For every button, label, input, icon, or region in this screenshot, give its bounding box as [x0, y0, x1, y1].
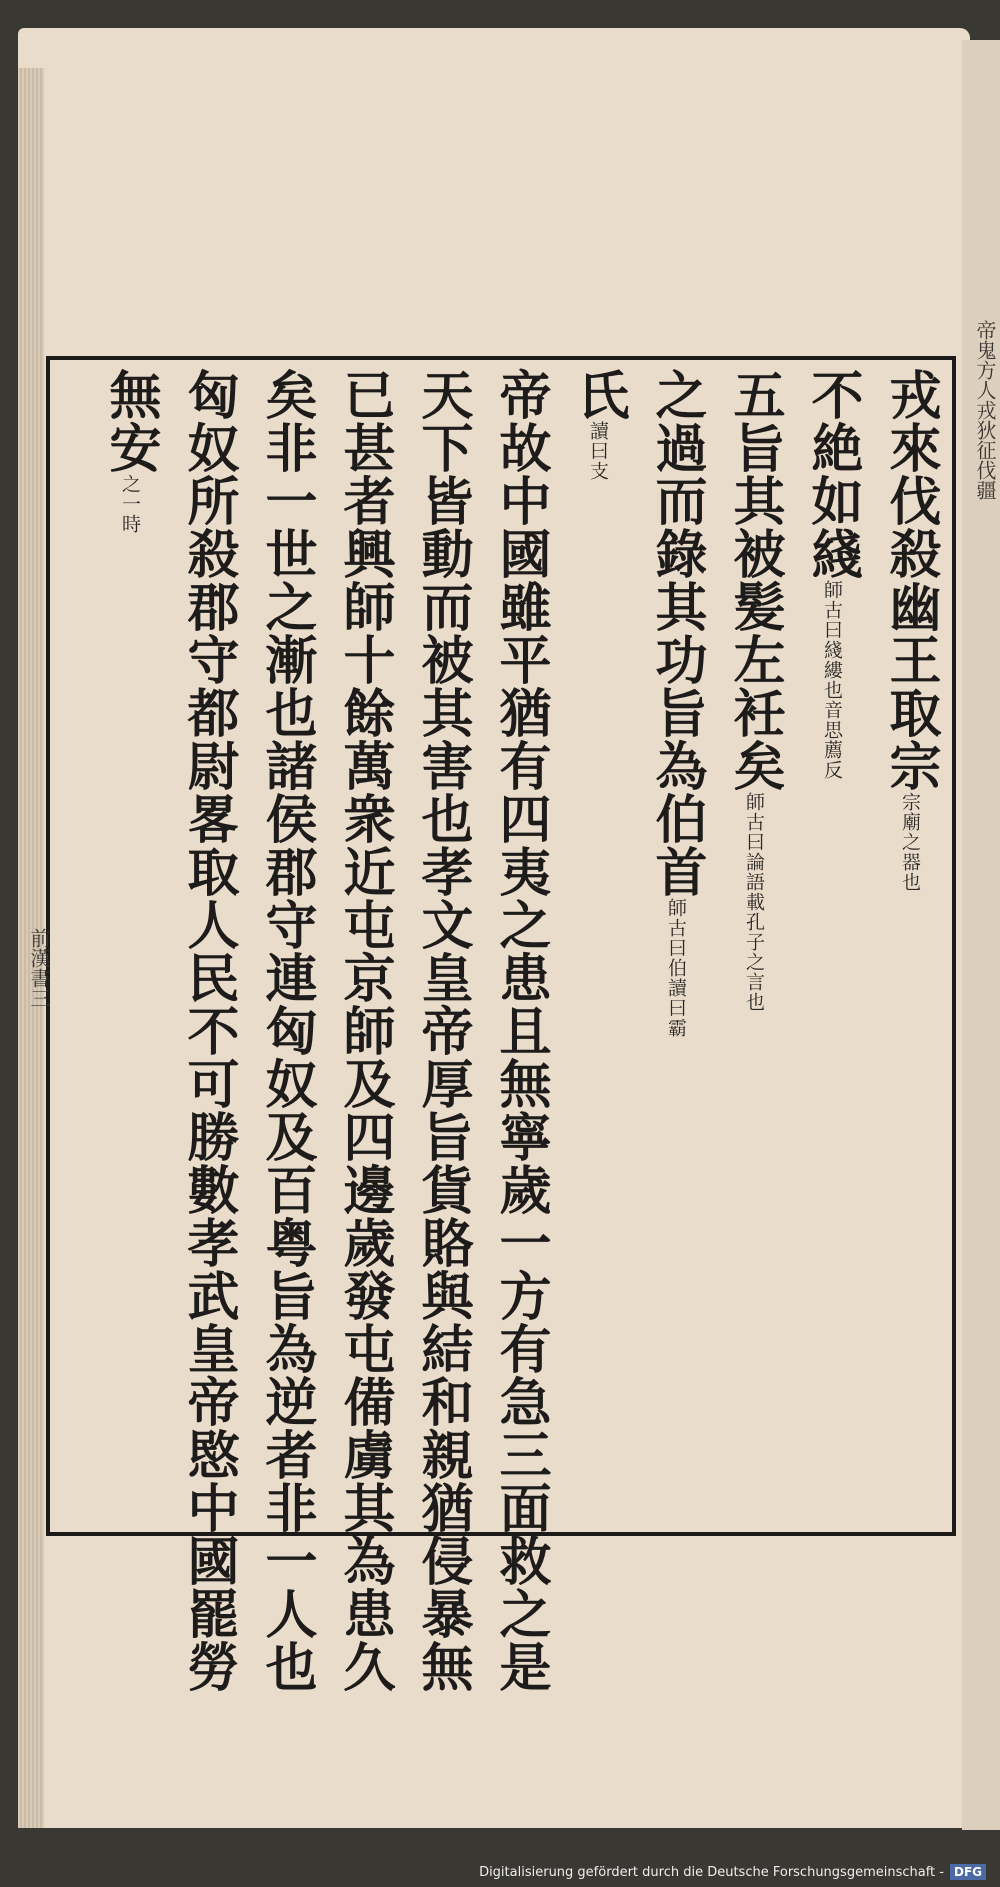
text-column-7 — [412, 368, 473, 1693]
column-note: 讀曰支 — [587, 421, 609, 481]
column-text: 之過而錄其功旨為伯首 — [646, 368, 707, 898]
column-note: 師古曰綫縷也音思薦反 — [821, 580, 843, 780]
footer-credit: Digitalisierung gefördert durch die Deutsche Forschungsgemeinschaft - — [479, 1864, 944, 1880]
leaf-number: 三 — [27, 988, 51, 1008]
next-page-edge — [962, 40, 1000, 1830]
text-column-2 — [802, 368, 863, 1528]
column-text: 匈奴所殺郡守都尉畧取人民不可勝數孝武皇帝愍中國罷勞 — [178, 368, 239, 1693]
book-page — [18, 28, 970, 1828]
next-page-text: 帝鬼方人戎狄征伐疆 — [973, 320, 997, 500]
column-text: 已甚者興師十餘萬衆近屯京師及四邊歲發屯備虜其為患久 — [334, 368, 395, 1693]
column-note: 師古曰論語載孔子之言也 — [743, 792, 765, 1012]
text-column-1 — [880, 368, 941, 1528]
column-text: 五旨其被髪左衽矣 — [724, 368, 785, 792]
column-note: 之一時 — [119, 474, 141, 534]
digitization-footer — [0, 1857, 1000, 1887]
column-text: 帝故中國雖平猶有四夷之患且無寧歲一方有急三面救之是 — [490, 368, 551, 1693]
column-text: 無安 — [100, 368, 161, 474]
column-note: 宗廟之器也 — [899, 792, 921, 892]
column-text: 氏 — [568, 368, 629, 421]
text-column-6 — [490, 368, 551, 1693]
edge-title: 前漢書 — [27, 928, 51, 988]
dfg-logo: DFG — [950, 1864, 986, 1880]
column-text: 戎來伐殺幽王取宗 — [880, 368, 941, 792]
column-note: 師古曰伯讀曰霸 — [665, 898, 687, 1038]
text-column-5 — [568, 368, 629, 1528]
column-text: 矣非一世之漸也諸侯郡守連匈奴及百粤旨為逆者非一人也 — [256, 368, 317, 1693]
text-column-4 — [646, 368, 707, 1528]
text-column-10 — [178, 368, 239, 1693]
column-text: 不絶如綫 — [802, 368, 863, 580]
text-column-3 — [724, 368, 785, 1528]
text-column-11 — [100, 368, 161, 1528]
leaf-marker — [27, 928, 54, 1148]
text-column-8 — [334, 368, 395, 1693]
text-column-9 — [256, 368, 317, 1693]
column-text: 天下皆動而被其害也孝文皇帝厚旨貨賂與結和親猶侵暴無 — [412, 368, 473, 1693]
text-frame — [46, 356, 956, 1693]
